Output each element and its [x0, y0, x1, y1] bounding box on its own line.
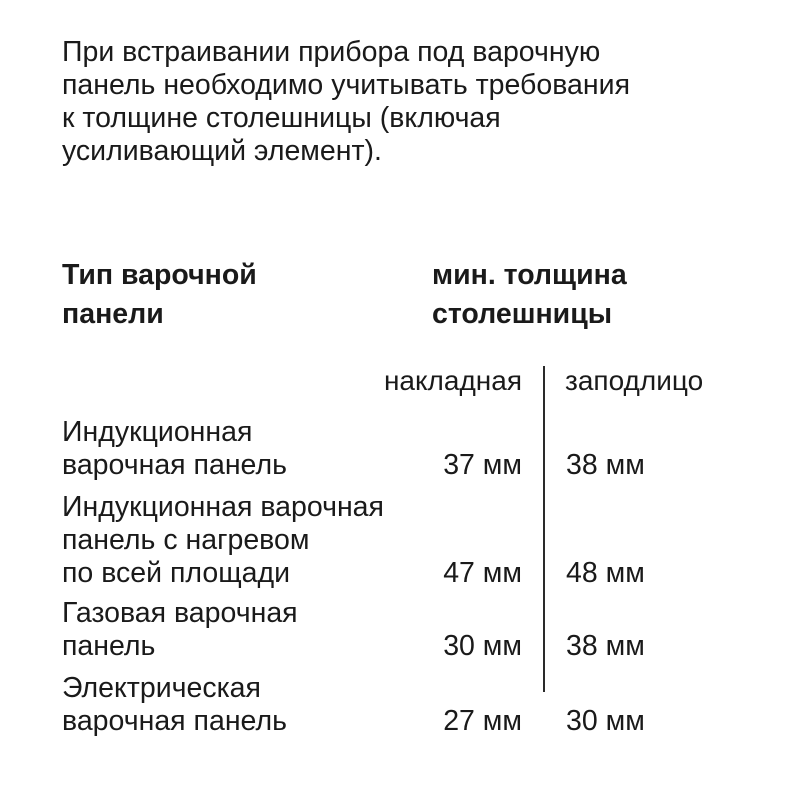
row-value-flush: 38 мм	[566, 449, 645, 481]
row-value-overlay: 37 мм	[443, 449, 522, 481]
row-value-overlay: 47 мм	[443, 557, 522, 589]
intro-line: усиливающий элемент).	[62, 135, 382, 167]
row-name-line: Индукционная	[62, 416, 253, 448]
column-header-min-thickness	[432, 256, 627, 334]
row-name-line: варочная панель	[62, 449, 287, 481]
table-row-name	[62, 491, 384, 590]
row-name-line: панель с нагревом	[62, 524, 310, 556]
row-name-line: Электрическая	[62, 672, 261, 704]
row-value-flush: 48 мм	[566, 557, 645, 589]
row-value-flush: 38 мм	[566, 630, 645, 662]
row-name-line: Газовая варочная	[62, 597, 298, 629]
header-line: мин. толщина	[432, 259, 627, 291]
row-name-line: Индукционная варочная	[62, 491, 384, 523]
row-name-line: варочная панель	[62, 705, 287, 737]
row-name-line: по всей площади	[62, 557, 291, 589]
row-value-flush: 30 мм	[566, 705, 645, 737]
table-row-name	[62, 597, 298, 663]
intro-line: панель необходимо учитывать требования	[62, 69, 630, 101]
subheader-flush: заподлицо	[565, 365, 704, 396]
row-name-line: панель	[62, 630, 156, 662]
row-value-overlay: 27 мм	[443, 705, 522, 737]
column-header-hob-type	[62, 256, 257, 334]
table-row-name	[62, 672, 287, 738]
table-row-name	[62, 416, 287, 482]
row-value-overlay: 30 мм	[443, 630, 522, 662]
intro-paragraph	[62, 36, 782, 168]
header-line: Тип варочной	[62, 259, 257, 291]
subheader-overlay: накладная	[383, 365, 522, 396]
header-line: столешницы	[432, 298, 613, 330]
header-line: панели	[62, 298, 164, 330]
column-divider	[543, 366, 545, 692]
intro-line: к толщине столешницы (включая	[62, 102, 501, 134]
intro-line: При встраивании прибора под варочную	[62, 36, 601, 68]
